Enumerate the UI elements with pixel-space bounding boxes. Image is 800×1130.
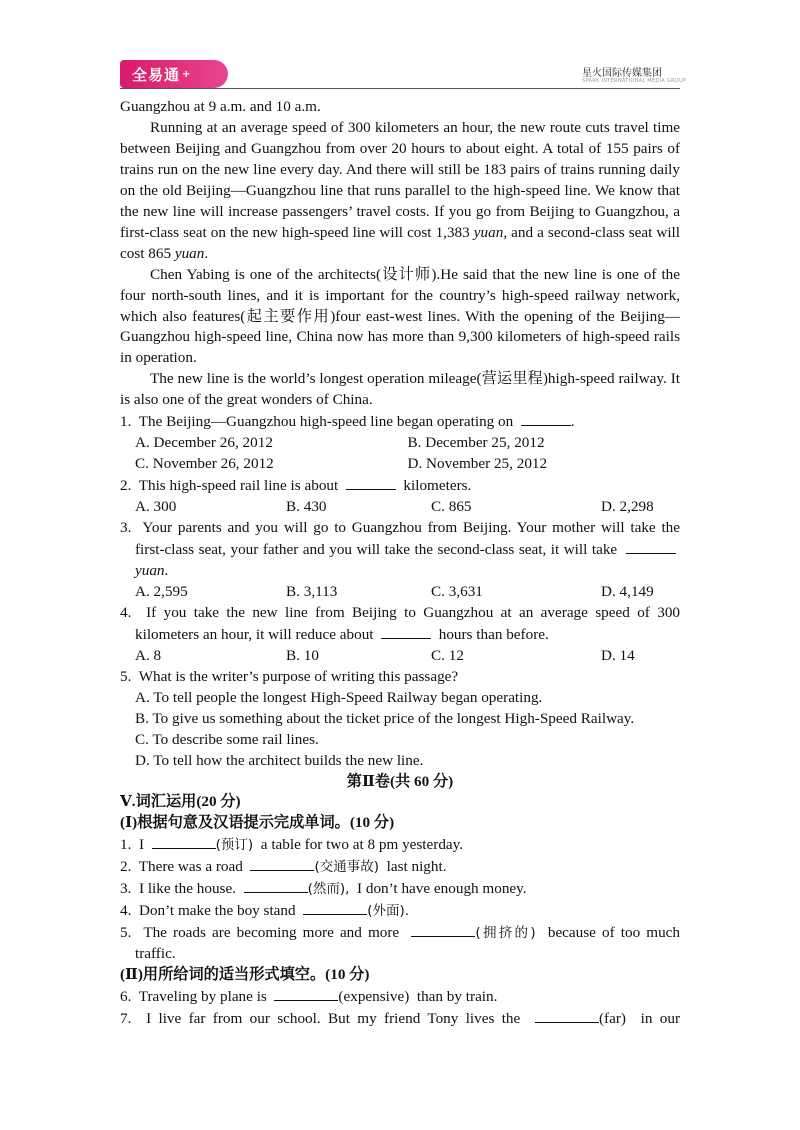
item-text: I like the house. [138,880,236,898]
question-4-options [120,646,680,667]
question-tail: hours than before. [438,625,549,643]
item-text: I [138,836,145,854]
part-5-heading: Ⅴ.词汇运用(20 分) [120,793,241,811]
question-number: 5. [120,667,132,685]
item-text-after: in our [640,1009,681,1027]
logo-star: + [182,68,192,80]
answer-blank[interactable] [381,624,431,639]
vocab-item-4 [120,900,680,922]
option-b[interactable]: B. 3,113 [286,582,338,600]
question-stem: What is the writer’s purpose of writing this passage? [138,667,459,685]
option-c[interactable]: C. To describe some rail lines. [135,730,319,748]
question-number: 3. [120,519,132,537]
question-tail: yuan [135,561,165,579]
chinese-hint: (交通事故) [314,859,380,876]
option-b[interactable]: B. 430 [286,498,327,516]
option-d[interactable]: D. November 25, 2012 [407,455,548,473]
item-number: 6. [120,988,132,1006]
brand-logo [120,60,228,88]
form-item-6 [120,986,680,1008]
item-text-after: last night. [386,858,447,876]
answer-blank[interactable] [346,475,396,490]
question-number: 4. [120,603,132,621]
question-1-options-row-1 [120,433,680,454]
chinese-hint: (拥挤的) [475,925,536,942]
passage-paragraph-3: Chen Yabing is one of the architects(设计师).He said that the new line is one of the four north-south lines, and it is important for the country’s high-speed railway network, which also features(起主要作用)four east-west lines. With the opening of the Beijing—Guangzhou high-speed line, China now has more than 9,300 kilometers of high-speed rails in operation. [120,265,680,367]
logo-text: 全易通 [132,65,181,84]
question-2 [120,475,680,497]
document-body [120,97,680,1030]
item-text-after: than by train. [416,988,498,1006]
subsection-1-heading: (Ⅰ)根据句意及汉语提示完成单词。(10 分) [120,814,395,832]
vocab-item-2 [120,856,680,878]
para2-end: . [204,244,209,262]
item-text-after: because of too much traffic. [135,924,680,963]
question-5 [120,667,680,688]
subsection-2-heading: (Ⅱ)用所给词的适当形式填空。(10 分) [120,966,370,984]
option-d[interactable]: D. To tell how the architect builds the new line. [135,751,424,769]
item-text-after: I don’t have enough money. [357,880,527,898]
section-2-title: 第Ⅱ卷(共 60 分) [346,772,454,790]
passage-paragraph-4: The new line is the world’s longest operation mileage(营运里程)high-speed railway. It is also one of the great wonders of China. [120,370,680,409]
chinese-hint: (外面). [367,903,410,920]
item-number: 4. [120,902,132,920]
word-hint: (far) [598,1009,626,1027]
word-hint: (expensive) [338,988,410,1006]
item-text: There was a road [138,858,243,876]
para2-mid: , and a second-class seat will cost 865 [120,223,680,262]
question-stem: This high-speed rail line is about [138,477,339,495]
item-text-after: a table for two at 8 pm yesterday. [260,836,464,854]
passage-line-1: Guangzhou at 9 a.m. and 10 a.m. [120,98,321,115]
vocab-item-1 [120,834,680,856]
item-text: I live far from our school. But my friend Tony lives the [146,1009,521,1027]
chinese-hint: (然而), [307,881,350,898]
answer-blank[interactable] [411,922,475,937]
chinese-hint: (预订) [215,837,254,854]
answer-blank[interactable] [244,878,308,893]
question-1 [120,411,680,433]
option-a[interactable]: A. 2,595 [135,582,188,600]
option-a[interactable]: A. To tell people the longest High-Speed Railway began operating. [135,688,543,706]
option-d[interactable]: D. 14 [601,646,635,664]
option-a[interactable]: A. 300 [135,498,177,516]
answer-blank[interactable] [626,539,676,554]
item-number: 5. [120,924,132,942]
item-text: Don’t make the boy stand [138,902,296,920]
item-number: 7. [120,1009,132,1027]
para2-text: Running at an average speed of 300 kilometers an hour, the new route cuts travel time between Beijing and Guangzhou from over 20 hours to about eight. A total of 155 pairs of trains run on the new line every day. And there will still be 183 pairs of trains running daily on the old Beijing—Guangzhou line that runs parallel to the high-speed line. We know that the new line will increase passengers’ travel costs. If you go from Beijing to Guangzhou, a first-class seat on the new high-speed line will cost 1,383 [120,118,680,241]
answer-blank[interactable] [535,1008,599,1023]
currency-yuan-1: yuan [473,223,504,241]
answer-blank[interactable] [152,834,216,849]
header-divider [120,88,680,89]
question-number: 1. [120,413,132,431]
item-number: 3. [120,880,132,898]
form-item-7 [120,1008,680,1030]
publisher-name: 星火国际传媒集团 [582,68,662,79]
passage-paragraph-2 [120,118,680,265]
option-c[interactable]: C. 12 [431,646,464,664]
option-c[interactable]: C. 865 [431,498,472,516]
answer-blank[interactable] [274,986,338,1001]
question-4 [120,603,680,646]
question-3: 3. Your parents and you will go to Guangzhou from Beijing. Your mother will take the first-class seat, your father and you will take the second-class seat, it will take yuan. [120,519,680,579]
question-tail: . [570,413,575,431]
question-stem: If you take the new line from Beijing to Guangzhou at an average speed of 300 kilometers an hour, it will reduce about [135,603,681,643]
item-number: 2. [120,858,132,876]
question-stem: The Beijing—Guangzhou high-speed line began operating on [138,413,514,431]
question-3-options [120,582,680,603]
currency-yuan-2: yuan [174,244,205,262]
option-c[interactable]: C. 3,631 [431,582,483,600]
item-number: 1. [120,836,132,854]
answer-blank[interactable] [521,411,571,426]
option-b[interactable]: B. 10 [286,646,319,664]
answer-blank[interactable] [250,856,314,871]
option-b[interactable]: B. December 25, 2012 [407,434,545,452]
answer-blank[interactable] [303,900,367,915]
question-1-options-row-2 [120,454,680,475]
option-a[interactable]: A. December 26, 2012 [135,434,273,452]
question-2-options [120,497,680,518]
vocab-item-5 [120,922,680,965]
question-stem: Your parents and you will go to Guangzhou from Beijing. Your mother will take the first-class seat, your father and you will take the second-class seat, it will take [135,519,680,559]
option-a[interactable]: A. 8 [135,646,162,664]
vocab-item-3 [120,878,680,900]
question-number: 2. [120,477,132,495]
item-text: The roads are becoming more and more [143,924,400,942]
option-c[interactable]: C. November 26, 2012 [135,455,274,473]
option-d[interactable]: D. 2,298 [601,498,654,516]
option-b[interactable]: B. To give us something about the ticket price of the longest High-Speed Railway. [135,709,635,727]
page-header [0,0,800,100]
question-tail: kilometers. [403,477,472,495]
publisher-subtitle: SPARK INTERNATIONAL MEDIA GROUP [582,78,687,84]
option-d[interactable]: D. 4,149 [601,582,654,600]
item-text: Traveling by plane is [138,988,267,1006]
